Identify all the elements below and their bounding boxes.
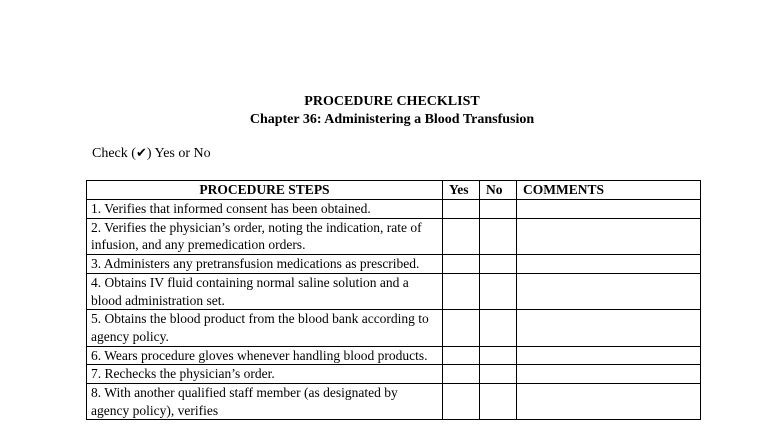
comments-cell[interactable] [517, 255, 701, 274]
no-cell[interactable] [480, 384, 517, 420]
title-block [0, 93, 784, 129]
no-cell[interactable] [480, 273, 517, 309]
document-title: PROCEDURE CHECKLIST [304, 94, 480, 109]
yes-cell[interactable] [443, 200, 480, 219]
comments-cell[interactable] [517, 273, 701, 309]
comments-cell[interactable] [517, 384, 701, 420]
no-cell[interactable] [480, 200, 517, 219]
header-yes: Yes [443, 181, 480, 200]
document-subtitle: Chapter 36: Administering a Blood Transfusion [249, 112, 535, 127]
step-text: 1. Verifies that informed consent has been obtained. [87, 200, 443, 219]
table-row [87, 346, 701, 365]
step-text: 2. Verifies the physician’s order, noting the indication, rate of infusion, and any premedication orders. [87, 218, 443, 254]
yes-cell[interactable] [443, 273, 480, 309]
no-cell[interactable] [480, 346, 517, 365]
yes-cell[interactable] [443, 346, 480, 365]
header-procedure-steps: PROCEDURE STEPS [87, 181, 443, 200]
comments-cell[interactable] [517, 365, 701, 384]
step-text: 4. Obtains IV fluid containing normal saline solution and a blood administration set. [87, 273, 443, 309]
check-instruction [92, 145, 211, 163]
procedure-checklist-table [86, 180, 701, 420]
comments-cell[interactable] [517, 200, 701, 219]
header-comments: COMMENTS [517, 181, 701, 200]
step-text: 6. Wears procedure gloves whenever handling blood products. [87, 346, 443, 365]
check-suffix: ) Yes or No [146, 146, 211, 161]
check-mark-icon: ✔ [135, 146, 147, 161]
comments-cell[interactable] [517, 218, 701, 254]
yes-cell[interactable] [443, 365, 480, 384]
table-header-row [87, 181, 701, 200]
table-row [87, 200, 701, 219]
check-prefix: Check ( [92, 146, 136, 161]
table-row [87, 218, 701, 254]
no-cell[interactable] [480, 255, 517, 274]
yes-cell[interactable] [443, 310, 480, 346]
table-row [87, 384, 701, 420]
table-row [87, 255, 701, 274]
step-text: 3. Administers any pretransfusion medications as prescribed. [87, 255, 443, 274]
header-no: No [480, 181, 517, 200]
table-row [87, 273, 701, 309]
step-text: 8. With another qualified staff member (as designated by agency policy), verifies [87, 384, 443, 420]
comments-cell[interactable] [517, 310, 701, 346]
step-text: 5. Obtains the blood product from the blood bank according to agency policy. [87, 310, 443, 346]
table-row [87, 365, 701, 384]
no-cell[interactable] [480, 218, 517, 254]
comments-cell[interactable] [517, 346, 701, 365]
yes-cell[interactable] [443, 384, 480, 420]
table-row [87, 310, 701, 346]
yes-cell[interactable] [443, 218, 480, 254]
step-text: 7. Rechecks the physician’s order. [87, 365, 443, 384]
no-cell[interactable] [480, 310, 517, 346]
no-cell[interactable] [480, 365, 517, 384]
yes-cell[interactable] [443, 255, 480, 274]
